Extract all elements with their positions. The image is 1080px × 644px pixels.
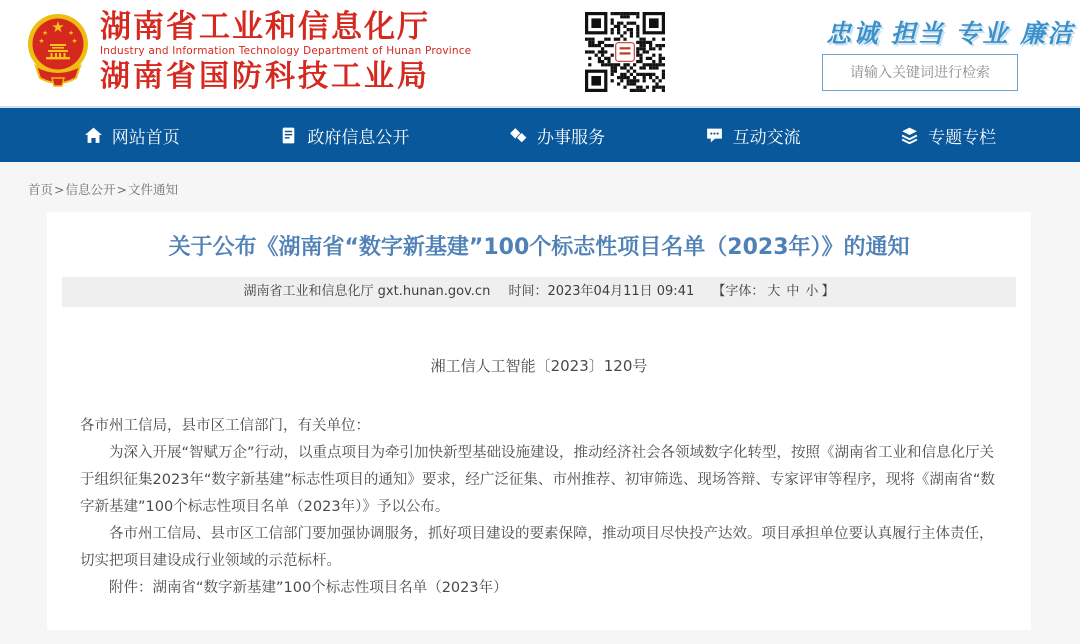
national-emblem-logo: [26, 8, 90, 96]
nav-item-services[interactable]: [509, 123, 605, 148]
font-size-medium-button[interactable]: 中: [786, 284, 800, 299]
nav-item-home[interactable]: [84, 123, 180, 148]
main-nav: [0, 106, 1080, 162]
font-size-large-button[interactable]: 大: [767, 284, 781, 299]
nav-label: 办事服务: [536, 127, 605, 148]
font-control-suffix: 】: [821, 284, 835, 299]
org-name-defense: 湖南省国防科技工业局: [100, 59, 430, 94]
qr-code: [585, 12, 665, 92]
article-source: 湖南省工业和信息化厅 gxt.hunan.gov.cn: [243, 284, 491, 299]
breadcrumb: [0, 162, 1080, 212]
chat-icon: [705, 126, 724, 145]
site-header: [0, 0, 1080, 106]
document-icon: [279, 126, 298, 145]
breadcrumb-home[interactable]: 首页: [28, 182, 54, 197]
nav-label: 网站首页: [111, 127, 180, 148]
font-size-small-button[interactable]: 小: [805, 284, 819, 299]
home-icon: [84, 126, 103, 145]
svg-text:★: ★: [68, 29, 74, 37]
document-number: 湘工信人工智能〔2023〕120号: [430, 357, 648, 375]
org-name-en: Industry and Information Technology Department of Hunan Province: [100, 45, 472, 57]
article-time: 时间：2023年04月11日 09:41: [508, 284, 695, 299]
svg-text:★: ★: [38, 37, 45, 45]
nav-label: 专题专栏: [928, 127, 997, 148]
nav-label: 互动交流: [732, 127, 801, 148]
org-titles: [100, 9, 471, 95]
header-slogan: 忠诚 担当 专业 廉洁: [826, 19, 1075, 48]
nav-item-gov-info[interactable]: [279, 123, 409, 148]
font-size-control: [712, 284, 834, 299]
svg-text:★: ★: [71, 37, 78, 45]
svg-text:★: ★: [42, 29, 48, 37]
paragraph-salutation: 各市州工信局，县市区工信部门，有关单位：: [80, 418, 370, 434]
nav-item-interaction[interactable]: [705, 123, 801, 148]
breadcrumb-separator: >: [54, 182, 65, 197]
svg-text:★: ★: [51, 18, 65, 36]
article-meta-bar: [62, 277, 1016, 307]
attachment-link[interactable]: 附件：湖南省“数字新基建”100个标志性项目名单（2023年）: [109, 580, 508, 596]
nav-label: 政府信息公开: [307, 127, 410, 148]
nav-item-special-topics[interactable]: [900, 123, 996, 148]
breadcrumb-info-disclosure[interactable]: 信息公开: [65, 182, 116, 197]
article-body: [80, 413, 998, 602]
paragraph-body-2: 各市州工信局、县市区工信部门要加强协调服务，抓好项目建设的要素保障，推动项目尽快投产达效。项目承担单位要认真履行主体责任，切实把项目建设成行业领域的示范标杆。: [80, 526, 994, 569]
font-control-prefix: 【字体：: [712, 284, 765, 299]
paragraph-body-1: 为深入开展“智赋万企”行动，以重点项目为牵引加快新型基础设施建设，推动经济社会各领域数字化转型，按照《湖南省工业和信息化厅关于组织征集2023年“数字新基建”标志性项目的通知》要求，经广泛征集、市州推荐、初审筛选、现场答辩、专家评审等程序，现将《湖南省“数字新基建”100个标志性项目名单（2023年）》予以公布。: [80, 445, 995, 515]
search-input[interactable]: [822, 54, 1018, 91]
article-title: 关于公布《湖南省“数字新基建”100个标志性项目名单（2023年）》的通知: [168, 235, 910, 260]
service-icon: [509, 126, 528, 145]
article-card: [47, 212, 1031, 630]
org-name-cn: 湖南省工业和信息化厅: [100, 9, 430, 45]
breadcrumb-file-notice[interactable]: 文件通知: [128, 182, 179, 197]
breadcrumb-separator: >: [116, 182, 127, 197]
layers-icon: [900, 126, 919, 145]
